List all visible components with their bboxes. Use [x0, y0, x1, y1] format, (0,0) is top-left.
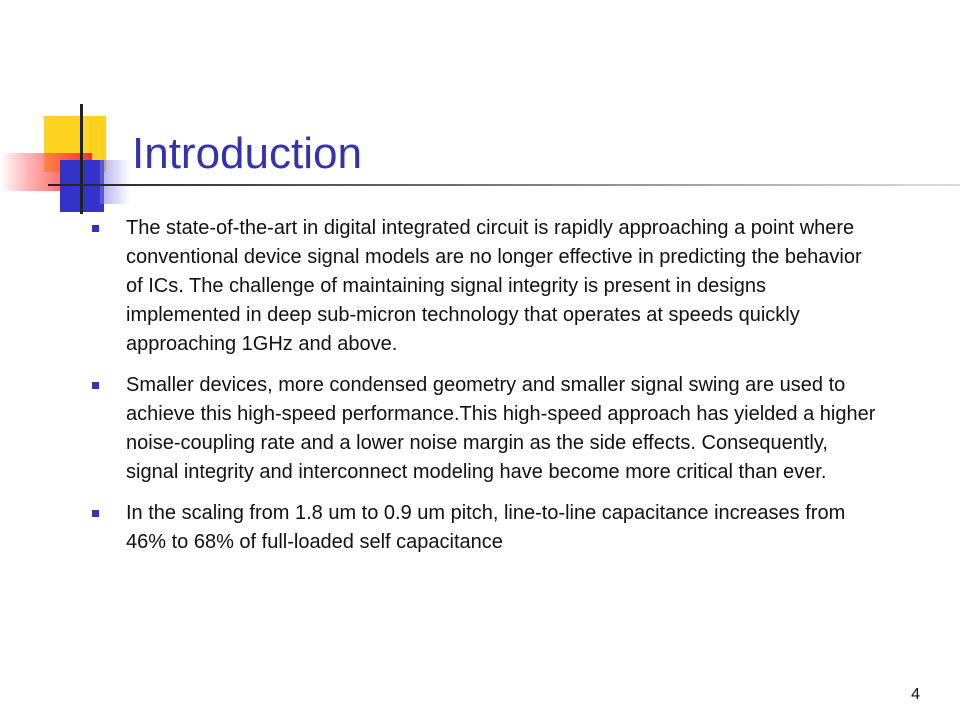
square-bullet-icon [92, 225, 99, 232]
bullet-item [90, 214, 880, 359]
bullet-list [90, 214, 880, 569]
square-bullet-icon [92, 382, 99, 389]
decorative-vertical-line [80, 104, 83, 214]
slide-title: Introduction [132, 129, 362, 178]
bullet-text: Smaller devices, more condensed geometry and smaller signal swing are used to achieve this high-speed performance.This high-speed approach has yielded a higher noise-coupling rate and a lower noise margin as the side effects. Consequently, signal integrity and interconnect modeling have become more critical than ever. [126, 374, 876, 483]
page-number: 4 [911, 686, 920, 703]
square-bullet-icon [92, 510, 99, 517]
bullet-item [90, 499, 880, 557]
bullet-item [90, 371, 880, 487]
decorative-blue-fade [100, 160, 130, 204]
title-underline [48, 184, 960, 186]
bullet-text: In the scaling from 1.8 um to 0.9 um pitch, line-to-line capacitance increases from 46% to 68% of full-loaded self capacitance [126, 502, 846, 553]
bullet-text: The state-of-the-art in digital integrated circuit is rapidly approaching a point where conventional device signal models are no longer effective in predicting the behavior of ICs. The challenge of maintaining signal integrity is present in designs implemented in deep sub-micron technology that operates at speeds quickly approaching 1GHz and above. [126, 217, 862, 355]
